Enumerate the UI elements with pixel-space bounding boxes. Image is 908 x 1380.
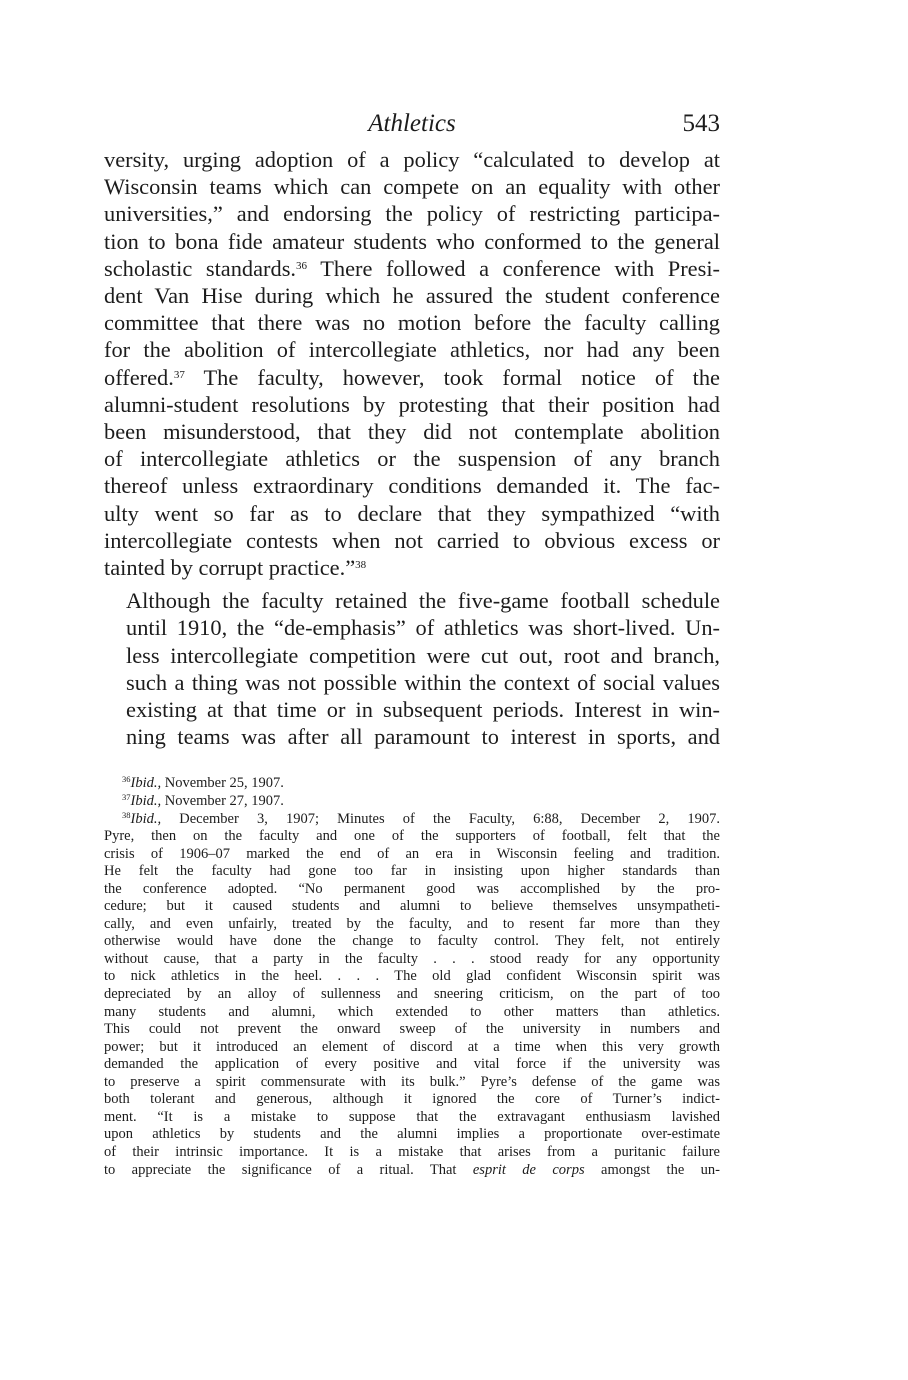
footnote-ibid: Ibid.,	[130, 775, 162, 792]
footnote-line: cedure; but it caused students and alumni to believe themselves unsympatheti-	[104, 898, 720, 915]
footnote-line: This could not prevent the onward sweep of the university in numbers and	[104, 1021, 720, 1038]
italic-phrase: esprit de corps	[472, 1161, 585, 1178]
text-line: existing at that time or in subsequent periods. Interest in win-	[126, 697, 720, 723]
text-line: dent Van Hise during which he assured the student conference	[104, 283, 720, 309]
footnote-ref-36: 36	[296, 259, 308, 272]
footnote-line	[104, 1162, 720, 1180]
footnote-line: both tolerant and generous, although it ignored the core of Turner’s indict-	[104, 1091, 720, 1108]
text-line: alumni-student resolutions by protesting that their position had	[104, 391, 720, 417]
footnote-line: cally, and even unfairly, treated by the faculty, and to resent far more than they	[104, 915, 720, 932]
text-line: of intercollegiate athletics or the suspension of any branch	[104, 446, 720, 472]
footnote-line: depreciated by an alloy of sullenness and sneering criticism, on the part of too	[104, 986, 720, 1003]
text-line: Wisconsin teams which can compete on an equality with other	[104, 174, 720, 200]
footnote-line: power; but it introduced an element of discord at a time when this very growth	[104, 1038, 720, 1055]
text-line: thereof unless extraordinary conditions demanded it. The fac-	[104, 473, 720, 499]
footnote-number: 36	[122, 774, 131, 785]
footnote-ibid: Ibid.,	[130, 793, 162, 810]
footnotes	[104, 775, 720, 1179]
footnote-38	[104, 811, 720, 829]
footnote-ibid: Ibid.,	[130, 810, 162, 827]
text-line: universities,” and endorsing the policy of restricting participa-	[104, 201, 720, 227]
text-line: for the abolition of intercollegiate athletics, nor had any been	[104, 337, 720, 363]
text-segment: amongst the un-	[584, 1161, 720, 1178]
text-line: been misunderstood, that they did not contemplate abolition	[104, 419, 720, 445]
footnote-text: November 25, 1907.	[161, 775, 284, 792]
footnote-line: to preserve a spirit commensurate with its bulk.” Pyre’s defense of the game was	[104, 1073, 720, 1090]
text-line: less intercollegiate competition were cut out, root and branch,	[126, 642, 720, 668]
text-segment: There followed a conference with Presi-	[307, 255, 720, 281]
book-page	[104, 110, 720, 1179]
text-segment: tainted by corrupt practice.”	[104, 555, 356, 581]
footnote-line: crisis of 1906–07 marked the end of an era in Wisconsin feeling and tradition.	[104, 845, 720, 862]
text-line	[104, 364, 720, 391]
text-segment: to appreciate the significance of a ritual. That	[104, 1161, 473, 1178]
text-line: until 1910, the “de-emphasis” of athletics was short-lived. Un-	[126, 615, 720, 641]
footnote-37	[104, 793, 720, 811]
text-line: ning teams was after all paramount to interest in sports, and	[126, 724, 720, 750]
text-line	[104, 255, 720, 282]
text-segment: The faculty, however, took formal notice of the	[184, 364, 720, 390]
text-line	[104, 554, 720, 581]
text-line: such a thing was not possible within the context of social values	[126, 669, 720, 695]
footnote-line: without cause, that a party in the faculty . . . stood ready for any opportunity	[104, 950, 720, 967]
footnote-text: December 3, 1907; Minutes of the Faculty, 6:88, December 2, 1907.	[161, 810, 720, 827]
footnote-text: November 27, 1907.	[161, 793, 284, 810]
footnote-line: otherwise would have done the change to faculty control. They felt, not entirely	[104, 933, 720, 950]
body-text	[104, 146, 720, 750]
paragraph-2	[104, 587, 720, 750]
footnote-line: He felt the faculty had gone too far in insisting upon higher standards than	[104, 863, 720, 880]
footnote-line: to nick athletics in the heel. . . . The old glad confident Wisconsin spirit was	[104, 968, 720, 985]
footnote-line: Pyre, then on the faculty and one of the supporters of football, felt that the	[104, 828, 720, 845]
running-head: Athletics	[368, 110, 456, 137]
footnote-line: ment. “It is a mistake to suppose that the extravagant enthusiasm lavished	[104, 1108, 720, 1125]
footnote-ref-37: 37	[173, 368, 185, 381]
page-header	[104, 110, 720, 140]
footnote-ref-38: 38	[355, 559, 367, 572]
text-line: versity, urging adoption of a policy “calculated to develop at	[104, 147, 720, 172]
footnote-line: of their intrinsic importance. It is a mistake that arises from a puritanic failure	[104, 1143, 720, 1160]
footnote-line: many students and alumni, which extended to other matters than athletics.	[104, 1003, 720, 1020]
footnote-line: upon athletics by students and the alumni implies a proportionate over-estimate	[104, 1126, 720, 1143]
footnote-number: 38	[122, 809, 131, 820]
footnote-line: demanded the application of every positive and vital force if the university was	[104, 1056, 720, 1073]
text-segment: scholastic standards.	[104, 255, 297, 281]
text-line: intercollegiate contests when not carried to obvious excess or	[104, 527, 720, 553]
footnote-36	[104, 775, 720, 793]
text-line: committee that there was no motion before the faculty calling	[104, 310, 720, 336]
text-line: tion to bona fide amateur students who conformed to the general	[104, 228, 720, 254]
text-line: ulty went so far as to declare that they sympathized “with	[104, 500, 720, 526]
text-line: Although the faculty retained the five-game football schedule	[126, 588, 720, 614]
footnote-line: the conference adopted. “No permanent good was accomplished by the pro-	[104, 880, 720, 897]
paragraph-1	[104, 146, 720, 581]
footnote-number: 37	[122, 792, 131, 803]
page-number: 543	[682, 110, 720, 137]
text-segment: offered.	[104, 364, 174, 390]
